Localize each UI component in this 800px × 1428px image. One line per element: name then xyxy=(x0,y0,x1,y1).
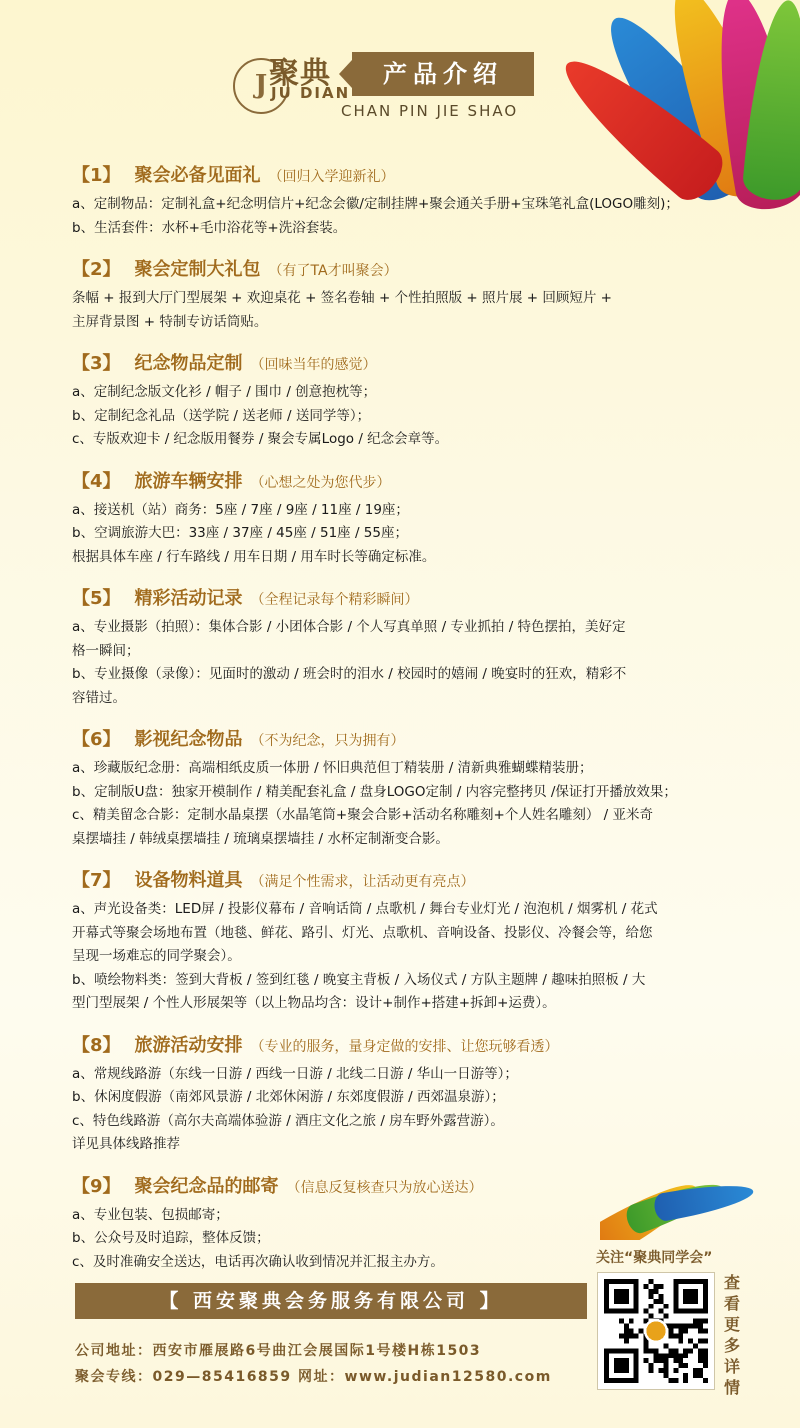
section-heading xyxy=(72,470,740,495)
section-title: 影视纪念物品 xyxy=(134,729,243,750)
section-line: b、喷绘物料类：签到大背板 / 签到红毯 / 晚宴主背板 / 入场仪式 / 方队主题牌 / 趣味拍照板 / 大 xyxy=(72,971,646,988)
section-line: 型门型展架 / 个性人形展架等（以上物品均含：设计+制作+搭建+拆卸+运费）。 xyxy=(72,995,556,1011)
section-line: a、定制纪念版文化衫 / 帽子 / 围巾 / 创意抱枕等； xyxy=(72,384,377,400)
qr-side-text: 查看更多详情 xyxy=(723,1273,740,1397)
section-line: b、专业摄像（录像）：见面时的激动 / 班会时的泪水 / 校园时的嬉闹 / 晚宴时的狂欢，精彩不 xyxy=(72,666,627,682)
section-line: a、常规线路游（东线一日游 / 西线一日游 / 北线二日游 / 华山一日游等）； xyxy=(72,1065,518,1082)
section-heading xyxy=(72,352,740,377)
qr-code[interactable] xyxy=(597,1272,715,1390)
section-line: 详见具体线路推荐 xyxy=(72,1136,180,1152)
product-list xyxy=(72,164,740,1292)
section-line: 主屏背景图 + 特制专访话筒贴。 xyxy=(72,313,268,330)
section-line: c、精美留念合影：定制水晶桌摆（水晶笔筒+聚会合影+活动名称雕刻+个人姓名雕刻） / 亚米奇 xyxy=(72,807,653,823)
section-line: b、定制纪念礼品（送学院 / 送老师 / 送同学等）； xyxy=(72,407,371,424)
section-tagline: （满足个性需求，让活动更有亮点） xyxy=(250,874,475,890)
section-title: 设备物料道具 xyxy=(134,870,243,891)
section-tagline: （有了TA才叫聚会） xyxy=(268,263,398,279)
section-tagline: （回归入学迎新礼） xyxy=(268,169,395,185)
section-line: b、空调旅游大巴：33座 / 37座 / 45座 / 51座 / 55座； xyxy=(72,525,408,541)
section-title: 纪念物品定制 xyxy=(134,353,243,374)
logo-chinese: 聚典 xyxy=(269,56,331,91)
section-2 xyxy=(72,258,740,334)
company-name-bar: 【 西安聚典会务服务有限公司 】 xyxy=(75,1283,587,1319)
page-title: 产品介绍 xyxy=(352,52,534,96)
section-heading xyxy=(72,164,740,189)
section-number: 【2】 xyxy=(72,259,121,280)
section-line: b、生活套件：水杯+毛巾浴花等+洗浴套装。 xyxy=(72,219,347,236)
section-line: b、公众号及时追踪，整体反馈； xyxy=(72,1230,270,1246)
logo-english: JU DIAN xyxy=(271,84,351,102)
qr-code-icon xyxy=(604,1279,708,1383)
section-line: a、专业包装、包损邮寄； xyxy=(72,1206,229,1223)
section-line: 呈现一场难忘的同学聚会）。 xyxy=(72,948,241,964)
section-tagline: （心想之处为您代步） xyxy=(250,474,391,491)
section-title: 聚会纪念品的邮寄 xyxy=(134,1175,279,1197)
section-title: 精彩活动记录 xyxy=(134,588,243,609)
section-line: c、及时准确安全送达，电话再次确认收到情况并汇报主办方。 xyxy=(72,1253,444,1270)
qr-caption: 关注“聚典同学会” xyxy=(596,1250,713,1266)
section-line: a、专业摄影（拍照）：集体合影 / 小团体合影 / 个人写真单照 / 专业抓拍 / 特色摆拍，美好定 xyxy=(72,619,626,635)
section-6 xyxy=(72,728,740,851)
section-line: c、专版欢迎卡 / 纪念版用餐券 / 聚会专属Logo / 纪念会章等。 xyxy=(72,431,449,447)
section-line: 根据具体车座 / 行车路线 / 用车日期 / 用车时长等确定标准。 xyxy=(72,548,436,565)
section-line: 容错过。 xyxy=(72,689,126,706)
section-line: c、特色线路游（高尔夫高端体验游 / 酒庄文化之旅 / 房车野外露营游）。 xyxy=(72,1112,504,1129)
section-heading xyxy=(72,1175,740,1200)
section-line: a、接送机（站）商务：5座 / 7座 / 9座 / 11座 / 19座； xyxy=(72,501,409,518)
section-line: 桌摆墙挂 / 韩绒桌摆墙挂 / 琉璃桌摆墙挂 / 水杯定制渐变合影。 xyxy=(72,830,449,847)
section-line: b、休闲度假游（南郊风景游 / 北郊休闲游 / 东郊度假游 / 西郊温泉游）； xyxy=(72,1089,505,1105)
section-number: 【5】 xyxy=(72,588,121,609)
section-heading xyxy=(72,1034,740,1059)
section-line: b、定制版U盘：独家开模制作 / 精美配套礼盒 / 盘身LOGO定制 / 内容完整拷贝 /保证打开播放效果； xyxy=(72,783,677,800)
section-3 xyxy=(72,352,740,452)
section-title: 聚会必备见面礼 xyxy=(134,165,261,186)
section-line: a、珍藏版纪念册：高端相纸皮质一体册 / 怀旧典范但丁精装册 / 清新典雅蝴蝶精装册； xyxy=(72,760,593,776)
page-header xyxy=(225,44,545,124)
section-line: 格一瞬间； xyxy=(72,642,140,659)
section-tagline: （专业的服务，量身定做的安排、让您玩够看透） xyxy=(250,1038,559,1055)
section-8 xyxy=(72,1034,740,1157)
section-tagline: （全程记录每个精彩瞬间） xyxy=(250,592,419,608)
section-heading xyxy=(72,869,740,894)
title-pointer xyxy=(339,60,352,88)
section-line: a、声光设备类：LED屏 / 投影仪幕布 / 音响话筒 / 点歌机 / 舞台专业灯光 / 泡泡机 / 烟雾机 / 花式 xyxy=(72,901,658,917)
section-7 xyxy=(72,869,740,1016)
section-line: 开幕式等聚会场地布置（地毯、鲜花、路引、灯光、点歌机、音响设备、投影仪、冷餐会等，给您 xyxy=(72,924,653,941)
section-tagline: （信息反复核查只为放心送达） xyxy=(286,1179,483,1196)
section-number: 【6】 xyxy=(72,729,121,750)
section-4 xyxy=(72,470,740,570)
section-line: a、定制物品：定制礼盒+纪念明信片+纪念会徽/定制挂牌+聚会通关手册+宝珠笔礼盒(LOGO雕刻)； xyxy=(72,196,679,212)
section-number: 【7】 xyxy=(72,870,121,891)
section-tagline: （不为纪念，只为拥有） xyxy=(250,733,405,749)
section-5 xyxy=(72,587,740,710)
section-heading xyxy=(72,728,740,753)
section-title: 旅游活动安排 xyxy=(134,1034,243,1056)
section-number: 【1】 xyxy=(72,165,121,186)
section-line: 条幅 + 报到大厅门型展架 + 欢迎桌花 + 签名卷轴 + 个性拍照版 + 照片展 + 回顾短片 + xyxy=(72,290,612,306)
logo-mark: J xyxy=(233,58,289,114)
section-title: 旅游车辆安排 xyxy=(134,470,243,492)
section-tagline: （回味当年的感觉） xyxy=(250,357,377,373)
section-number: 【4】 xyxy=(72,470,121,492)
page-subtitle: CHAN PIN JIE SHAO xyxy=(341,102,519,120)
section-heading xyxy=(72,587,740,612)
company-address: 公司地址：西安市雁展路6号曲江会展国际1号楼H栋1503 xyxy=(75,1343,482,1359)
company-contact: 聚会专线：029—85416859 网址：www.judian12580.com xyxy=(75,1369,552,1385)
section-number: 【3】 xyxy=(72,353,121,374)
section-number: 【9】 xyxy=(72,1175,121,1197)
section-1 xyxy=(72,164,740,240)
section-title: 聚会定制大礼包 xyxy=(134,259,261,280)
section-heading xyxy=(72,258,740,283)
section-number: 【8】 xyxy=(72,1034,121,1056)
